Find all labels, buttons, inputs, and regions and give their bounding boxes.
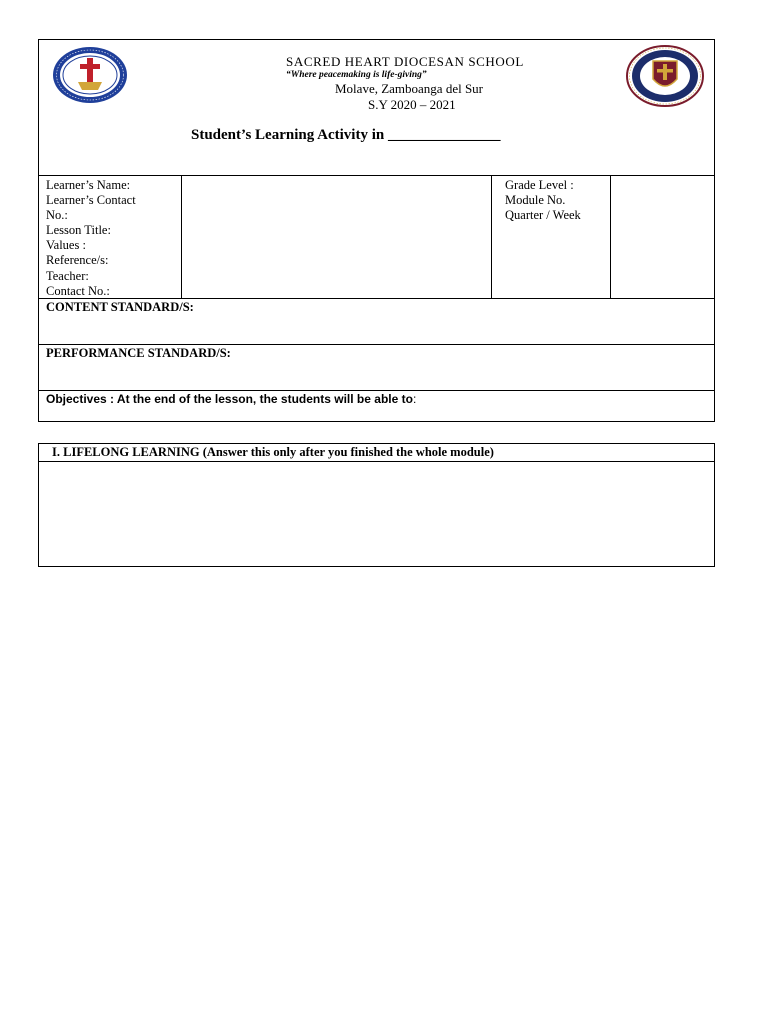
learner-labels [46, 178, 136, 299]
learner-info-table [38, 176, 715, 299]
lifelong-learning-box [38, 443, 715, 567]
references-label: Reference/s: [46, 253, 109, 268]
contact-no-label: Contact No.: [46, 283, 110, 298]
learner-contact-no-label: No.: [46, 208, 68, 223]
performance-standard-row[interactable] [38, 345, 715, 391]
school-motto: “Where peacemaking is life-giving” [286, 70, 427, 80]
grade-labels [505, 178, 581, 223]
learner-info-field[interactable] [182, 176, 491, 298]
content-standard-row[interactable] [38, 299, 715, 345]
lifelong-learning-header [39, 444, 714, 462]
lifelong-learning-title: I. LIFELONG LEARNING (Answer this only after you finished the whole module) [52, 445, 494, 459]
grade-info-field[interactable] [611, 176, 715, 298]
table-divider [491, 176, 492, 298]
teacher-label: Teacher: [46, 268, 89, 283]
quarter-week-label: Quarter / Week [505, 208, 581, 223]
module-no-label: Module No. [505, 193, 566, 208]
lesson-title-label: Lesson Title: [46, 223, 111, 238]
performance-standard-label: PERFORMANCE STANDARD/S: [46, 346, 231, 360]
school-address: Molave, Zamboanga del Sur [335, 81, 484, 96]
values-label: Values : [46, 238, 86, 253]
content-standard-label: CONTENT STANDARD/S: [46, 300, 194, 314]
objectives-row[interactable] [38, 391, 715, 422]
lifelong-learning-answer-area[interactable] [39, 462, 714, 566]
objectives-text: Objectives : At the end of the lesson, the students will be able to [46, 392, 413, 406]
learner-contact-label: Learner’s Contact [46, 193, 136, 208]
objectives-label [46, 392, 416, 406]
school-name: SACRED HEART DIOCESAN SCHOOL [286, 54, 524, 69]
learner-name-label: Learner’s Name: [46, 178, 131, 192]
grade-level-label: Grade Level : [505, 178, 574, 192]
objectives-colon: : [412, 392, 417, 406]
activity-title: Student’s Learning Activity in _______________ [191, 127, 501, 143]
school-year: S.Y 2020 – 2021 [368, 97, 456, 112]
